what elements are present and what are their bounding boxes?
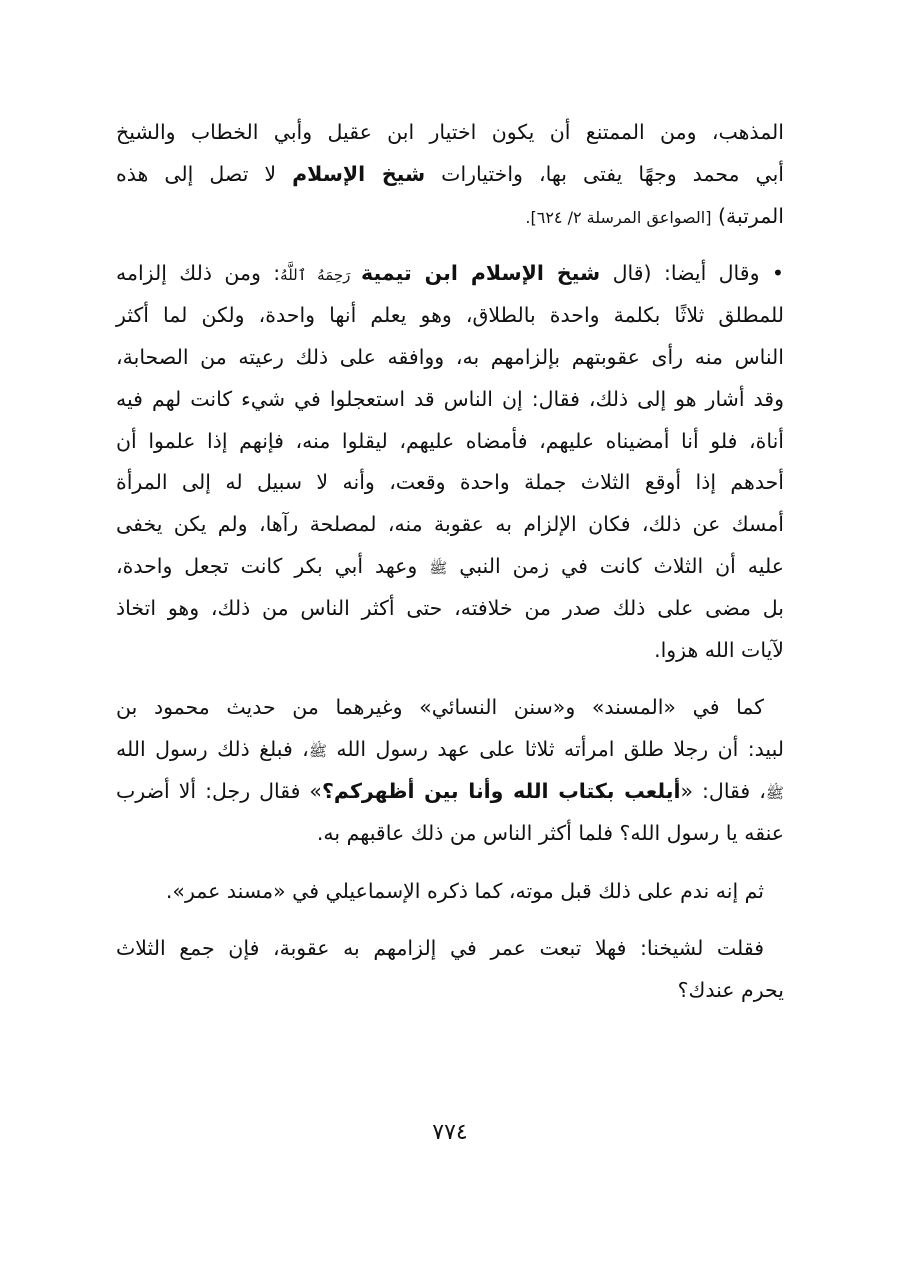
text-segment: وقد أشار هو إلى ذلك، فقال: إن الناس قد استعجلوا في شيء كانت لهم فيه <box>116 386 784 411</box>
text-segment: ، فقال: « <box>680 778 766 803</box>
text-line <box>116 295 784 337</box>
text-segment: عنقه يا رسول الله؟ فلما أكثر الناس من ذلك عاقبهم به. <box>316 820 784 845</box>
text-segment: أمسك عن ذلك، فكان الإلزام به عقوبة منه، لمصلحة رآها، ولم يكن يخفى <box>116 512 784 537</box>
bold-text: أيلعب بكتاب الله وأنا بين أظهركم؟ <box>321 778 681 803</box>
text-segment: ، فبلغ ذلك رسول الله <box>116 737 309 762</box>
text-line <box>116 871 784 913</box>
text-line <box>116 630 784 672</box>
paragraph <box>116 253 784 671</box>
text-line <box>116 421 784 463</box>
text-line <box>116 588 784 630</box>
text-segment: المذهب، ومن الممتنع أن يكون اختيار ابن عقيل وأبي الخطاب والشيخ <box>116 120 784 144</box>
text-line <box>116 928 784 970</box>
text-segment: لبيد: أن رجلا طلق امرأته ثلاثا على عهد رسول الله <box>326 737 784 762</box>
bold-text: شيخ الإسلام ابن تيمية <box>361 261 601 286</box>
text-line <box>116 462 784 504</box>
text-segment: المرتبة) <box>711 203 784 228</box>
page-number: ٧٧٤ <box>432 1120 468 1145</box>
bold-text: شيخ الإسلام <box>292 161 426 186</box>
paragraph <box>116 112 784 237</box>
honorific-glyph: ﷺ <box>765 783 784 802</box>
text-segment: وعهد أبي بكر كانت تجعل واحدة، <box>116 553 430 578</box>
text-line <box>116 379 784 421</box>
text-segment: لا تصل إلى هذه <box>116 161 293 186</box>
text-segment: للمطلق ثلاثًا بكلمة واحدة بالطلاق، وهو يعلم أنها واحدة، ولكن لما أكثر <box>116 303 784 328</box>
text-segment: • وقال أيضا: (قال <box>600 261 784 286</box>
text-line <box>116 154 784 196</box>
text-line <box>116 196 784 238</box>
text-segment: لآيات الله هزوا. <box>654 637 784 662</box>
text-segment: [الصواعق المرسلة ٢/ ٦٢٤]. <box>525 207 712 227</box>
page-body <box>116 112 784 1028</box>
text-line <box>116 337 784 379</box>
text-segment: فقلت لشيخنا: فهلا تبعت عمر في إلزامهم به عقوبة، فإن جمع الثلاث <box>116 936 764 961</box>
paragraph <box>116 928 784 1012</box>
text-segment: أحدهم إذا أوقع الثلاث جملة واحدة وقعت، وأنه لا سبيل له إلى المرأة <box>116 470 784 495</box>
honorific-glyph: رَحِمَهُ ٱللَّهُ <box>280 266 362 285</box>
text-segment: » فقال رجل: ألا أضرب <box>116 778 322 803</box>
text-segment: كما في «المسند» و«سنن النسائي» وغيرهما من حديث محمود بن <box>116 695 764 720</box>
text-segment: ثم إنه ندم على ذلك قبل موته، كما ذكره الإسماعيلي في «مسند عمر». <box>165 878 764 903</box>
text-line <box>116 112 784 154</box>
text-line <box>116 813 784 855</box>
text-segment: أبي محمد وجهًا يفتى بها، واختيارات <box>425 161 785 186</box>
text-line <box>116 970 784 1012</box>
paragraph <box>116 871 784 913</box>
text-line <box>116 729 784 771</box>
paragraph <box>116 687 784 854</box>
text-line <box>116 687 784 729</box>
honorific-glyph: ﷺ <box>308 742 327 761</box>
text-line <box>116 253 784 295</box>
text-line <box>116 771 784 813</box>
text-line <box>116 504 784 546</box>
honorific-glyph: ﷺ <box>429 558 448 577</box>
text-segment: بل مضى على ذلك صدر من خلافته، حتى أكثر الناس من ذلك، وهو اتخاذ <box>116 595 784 620</box>
text-segment: أناة، فلو أنا أمضيناه عليهم، فأمضاه عليهم، ليقلوا منه، فإنهم إذا علموا أن <box>116 428 784 453</box>
text-segment: : ومن ذلك إلزامه <box>116 261 281 286</box>
text-line <box>116 546 784 588</box>
text-segment: عليه أن الثلاث كانت في زمن النبي <box>447 553 784 578</box>
text-segment: يحرم عندك؟ <box>677 978 784 1003</box>
text-segment: الناس منه رأى عقوبتهم بإلزامهم به، ووافقه على ذلك رعيته من الصحابة، <box>116 344 784 369</box>
